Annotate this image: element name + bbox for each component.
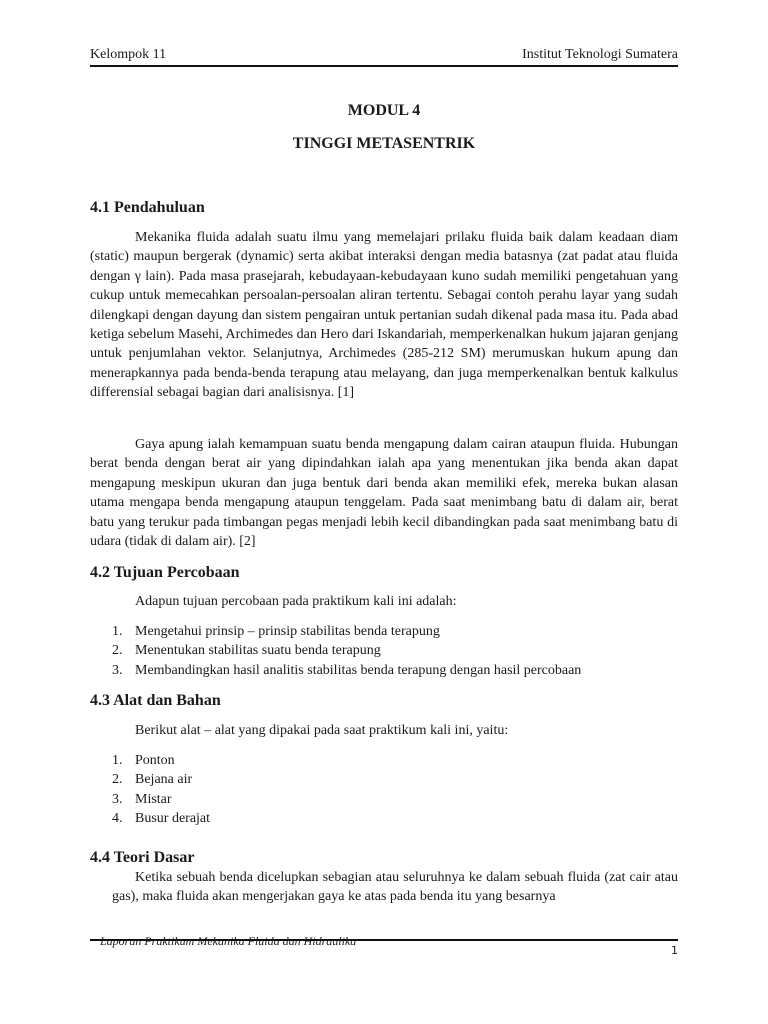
tujuan-list xyxy=(90,622,678,680)
paragraph-alat-intro: Berikut alat – alat yang dipakai pada saat praktikum kali ini, yaitu: xyxy=(135,723,509,738)
footer-report-title: Laporan Praktikum Mekanika Fluida dan Hidraulika xyxy=(100,934,357,948)
paragraph-pendahuluan-2: Gaya apung ialah kemampuan suatu benda mengapung dalam cairan ataupun fluida. Hubungan berat benda dengan berat air yang dipindahkan ialah apa yang menentukan jika benda akan dapat mengapung meskipun ukuran dan juga bentuk dari benda akan memiliki efek, mereka bukan alasan utama mengapa benda mengapung ataupun tenggelam. Pada saat menimbang batu di dalam air, berat batu yang terukur pada timbangan pegas menjadi lebih kecil dibandingkan pada saat menimbang batu di udara (tidak di dalam air). [2] xyxy=(90,437,678,550)
page-header xyxy=(90,46,678,67)
list-item: 4. Busur derajat xyxy=(112,811,211,827)
section-heading-alat: 4.3 Alat dan Bahan xyxy=(90,692,221,709)
paragraph-teori-1: Ketika sebuah benda dicelupkan sebagian atau seluruhnya ke dalam sebuah fluida (zat cair atau gas), maka fluida akan mengerjakan gaya ke atas pada benda itu yang besarnya xyxy=(112,870,678,905)
list-item: 2. Menentukan stabilitas suatu benda terapung xyxy=(112,643,381,659)
list-item: 2. Bejana air xyxy=(112,772,193,788)
header-group-name: Kelompok 11 xyxy=(90,47,167,62)
list-item: 1. Mengetahui prinsip – prinsip stabilitas benda terapung xyxy=(112,624,440,639)
section-heading-teori: 4.4 Teori Dasar xyxy=(90,849,195,866)
section-heading-tujuan: 4.2 Tujuan Percobaan xyxy=(90,564,240,581)
page-number: 1 xyxy=(671,944,678,957)
paragraph-pendahuluan-1: Mekanika fluida adalah suatu ilmu yang memelajari prilaku fluida baik dalam keadaan diam (static) maupun bergerak (dynamic) serta akibat interaksi dengan media batasnya (zat padat atau fluida dengan γ lain). Pada masa prasejarah, kebudayaan-kebudayaan kuno sudah memiliki pengetahuan yang cukup untuk memecahkan persoalan-persoalan aliran tertentu. Sebagai contoh perahu layar yang sudah dilengkapi dengan dayung dan sistem pengairan untuk pertanian sudah dikenal pada masa itu. Pada abad ketiga sebelum Masehi, Archimedes dan Hero dari Iskandariah, memperkenalkan hukum jajaran genjang untuk penjumlahan vektor. Selanjutnya, Archimedes (285-212 SM) merumuskan hukum apung dan menerapkannya pada benda-benda terapung atau melayang, dan juga memperkenalkan bentuk kalkulus differensial sebagai bagian dari analisisnya. [1] xyxy=(90,230,678,401)
module-title: MODUL 4 xyxy=(347,102,421,119)
module-subtitle: TINGGI METASENTRIK xyxy=(292,135,476,152)
section-heading-pendahuluan: 4.1 Pendahuluan xyxy=(90,199,205,216)
header-institution: Institut Teknologi Sumatera xyxy=(522,47,678,62)
list-item: 3. Mistar xyxy=(112,791,172,807)
list-item: 1. Ponton xyxy=(112,753,175,768)
alat-list xyxy=(90,751,678,829)
document-page xyxy=(90,0,678,1024)
paragraph-tujuan-intro: Adapun tujuan percobaan pada praktikum kali ini adalah: xyxy=(135,594,457,609)
list-item: 3. Membandingkan hasil analitis stabilitas benda terapung dengan hasil percobaan xyxy=(112,662,582,678)
